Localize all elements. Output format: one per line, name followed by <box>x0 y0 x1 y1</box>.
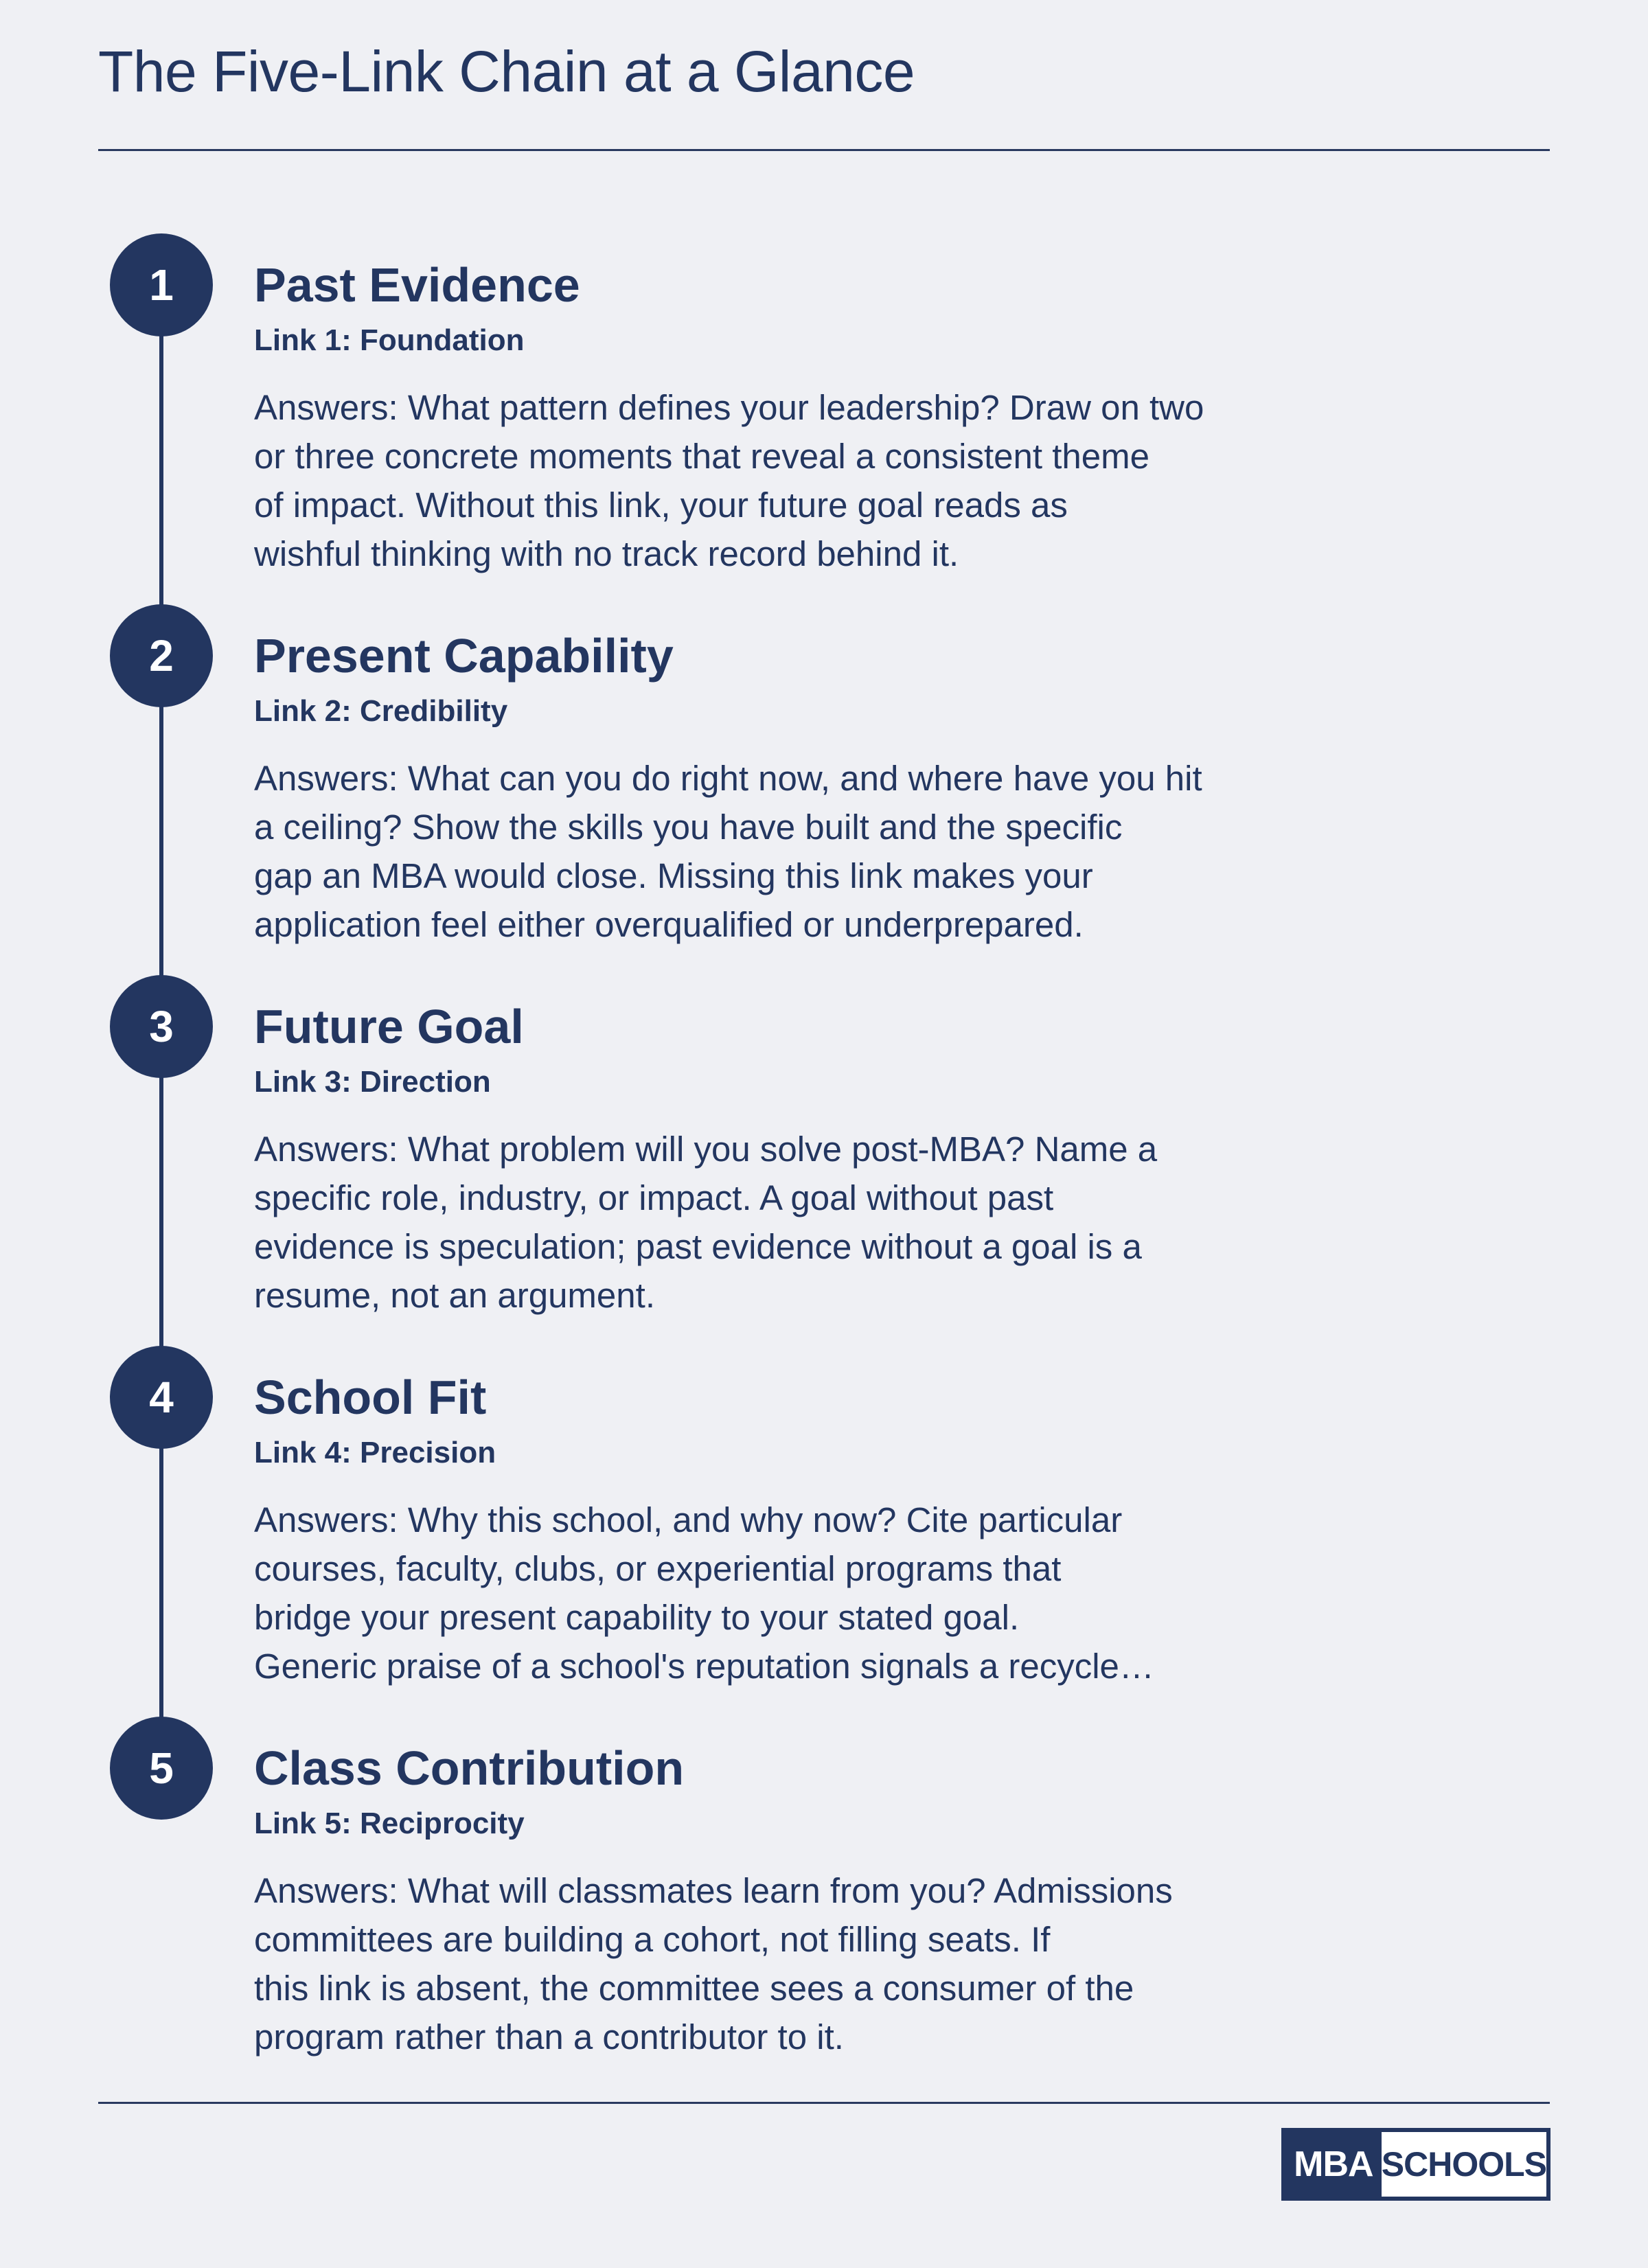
step-heading: School Fit <box>254 1371 487 1424</box>
step-number-circle: 1 <box>110 233 213 336</box>
step-answer <box>254 1866 1339 2061</box>
page-title: The Five-Link Chain at a Glance <box>98 39 915 104</box>
step-number-circle: 3 <box>110 975 213 1078</box>
step-number-circle: 5 <box>110 1717 213 1820</box>
chain-connector-3-4 <box>159 1071 163 1380</box>
answer-line: gap an MBA would close. Missing this link makes your <box>254 856 1093 895</box>
answer-line: application feel either overqualified or underprepared. <box>254 905 1084 944</box>
answer-line: bridge your present capability to your stated goal. <box>254 1598 1020 1637</box>
answer-line: program rather than a contributor to it. <box>254 2017 844 2057</box>
step-heading: Past Evidence <box>254 258 580 312</box>
answer-line: of impact. Without this link, your future goal reads as <box>254 485 1068 525</box>
answer-line: a ceiling? Show the skills you have built and the specific <box>254 807 1123 847</box>
answer-line: committees are building a cohort, not filling seats. If <box>254 1920 1051 1959</box>
brand-logo-mba: MBA <box>1285 2132 1382 2197</box>
answer-line: Answers: What can you do right now, and where have you hit <box>254 759 1202 798</box>
step-number-circle: 4 <box>110 1346 213 1449</box>
answer-line: this link is absent, the committee sees a consumer of the <box>254 1969 1134 2008</box>
step-heading: Future Goal <box>254 1000 524 1053</box>
step-subtitle: Link 3: Direction <box>254 1065 491 1099</box>
answer-line: Answers: Why this school, and why now? Cite particular <box>254 1500 1123 1539</box>
step-subtitle: Link 5: Reciprocity <box>254 1807 525 1840</box>
step-subtitle: Link 2: Credibility <box>254 694 508 728</box>
header-divider <box>98 149 1550 151</box>
chain-connector-4-5 <box>159 1442 163 1751</box>
step-answer <box>254 1125 1339 1320</box>
answer-line: Answers: What will classmates learn from you? Admissions <box>254 1871 1173 1910</box>
footer-divider <box>98 2102 1550 2104</box>
answer-line: or three concrete moments that reveal a consistent theme <box>254 437 1149 476</box>
chain-connector-2-3 <box>159 700 163 1009</box>
answer-line: evidence is speculation; past evidence without a goal is a <box>254 1227 1142 1266</box>
brand-logo-schools: SCHOOLS <box>1381 2145 1546 2184</box>
answer-line: specific role, industry, or impact. A goal without past <box>254 1178 1054 1217</box>
answer-line: resume, not an argument. <box>254 1276 655 1315</box>
answer-line: Answers: What pattern defines your leadership? Draw on two <box>254 388 1204 427</box>
step-subtitle: Link 1: Foundation <box>254 323 525 357</box>
step-heading: Present Capability <box>254 629 674 683</box>
step-answer <box>254 754 1339 949</box>
answer-line: courses, faculty, clubs, or experiential programs that <box>254 1549 1062 1588</box>
answer-line: wishful thinking with no track record behind it. <box>254 534 959 573</box>
answer-line: Answers: What problem will you solve post-MBA? Name a <box>254 1130 1158 1169</box>
step-subtitle: Link 4: Precision <box>254 1436 496 1469</box>
step-answer <box>254 1496 1339 1691</box>
brand-logo <box>1281 2128 1550 2201</box>
step-heading: Class Contribution <box>254 1741 685 1795</box>
chain-connector-1-2 <box>159 330 163 639</box>
answer-line: Generic praise of a school's reputation signals a recycle… <box>254 1647 1154 1686</box>
step-answer <box>254 383 1339 578</box>
step-number-circle: 2 <box>110 604 213 707</box>
